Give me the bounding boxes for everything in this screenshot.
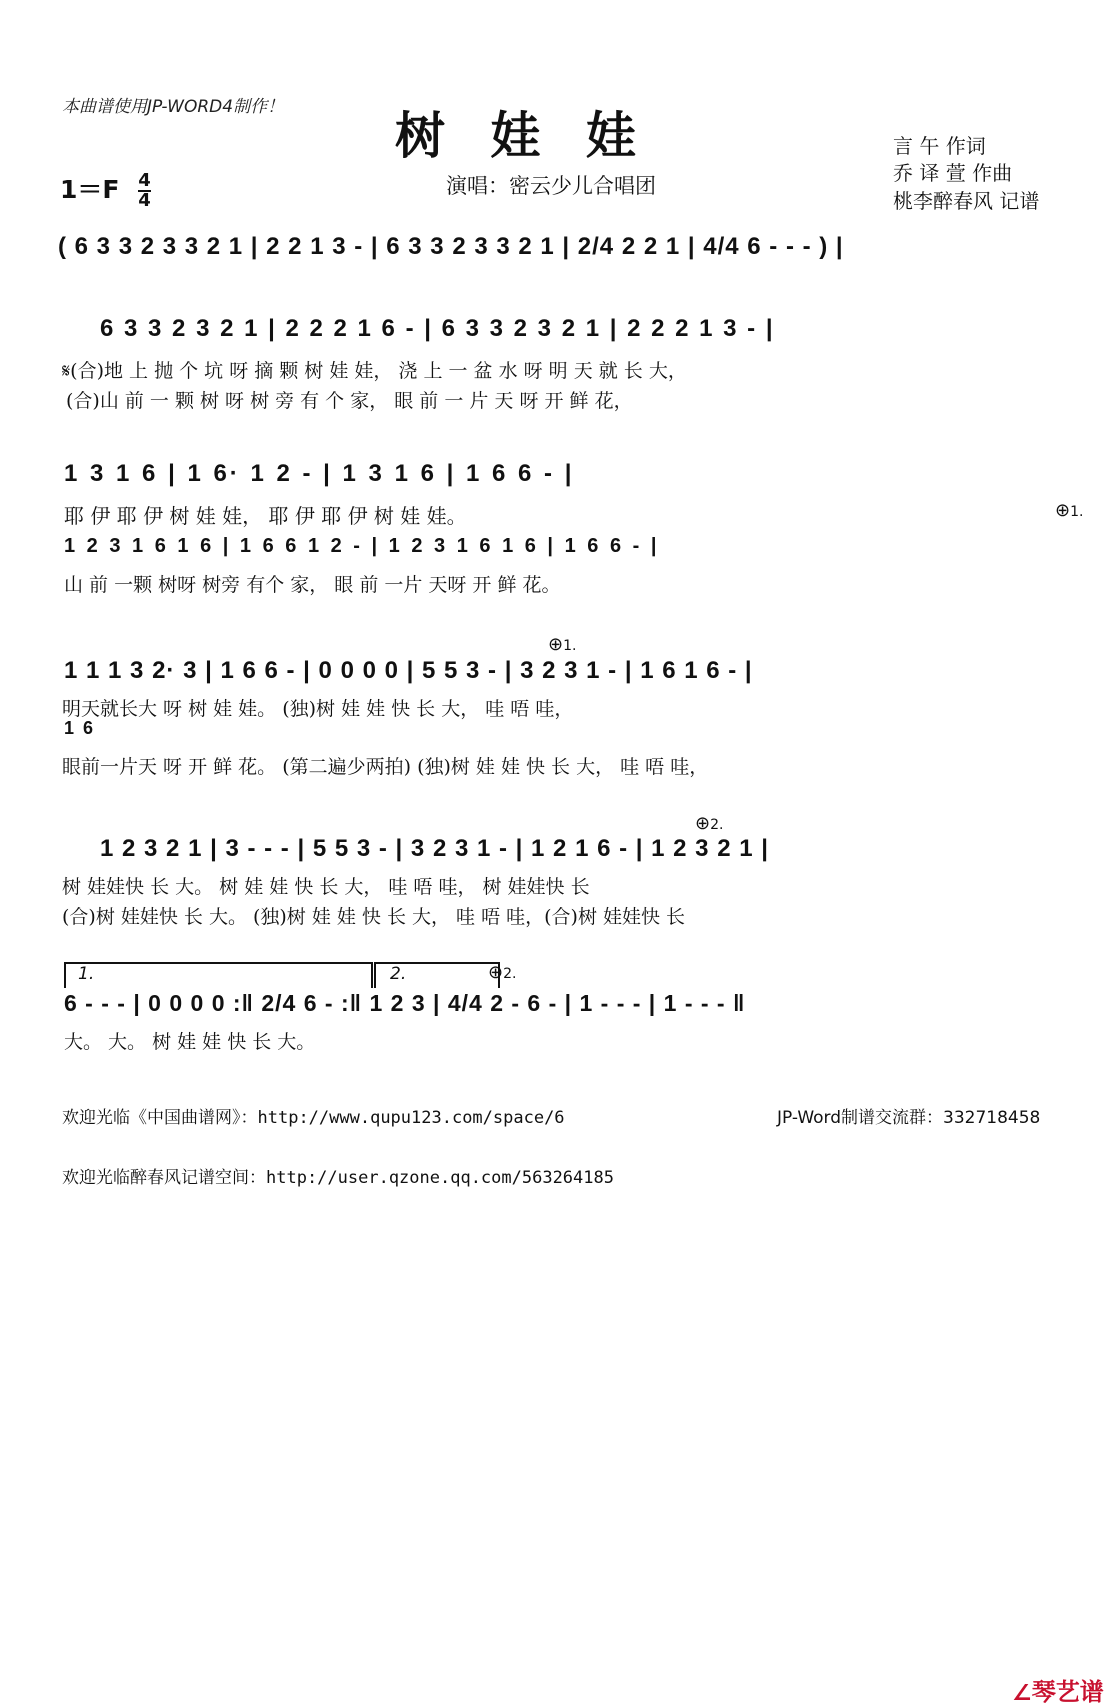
- watermark-icon: ∠: [1012, 1681, 1032, 1706]
- key-label: 1＝F: [60, 175, 120, 204]
- key-signature: [60, 170, 151, 210]
- credit-transcriber: 桃李醉春风 记谱: [893, 189, 1040, 213]
- credit-composer: 乔 译 萱 作曲: [893, 161, 1013, 185]
- lyrics-row-2: 耶 伊 耶 伊 树 娃 娃， 耶 伊 耶 伊 树 娃 娃。: [64, 504, 467, 528]
- lyrics-row-4-verse-2: (合)树 娃娃快 长 大。 (独)树 娃 娃 快 长 大， 哇 唔 哇，(合)树 娃娃快 长: [62, 906, 686, 928]
- notes-row-5: 6 - - - | 0 0 0 0 :‖ 2/4 6 - :‖ 1 2 3 | 4/4 2 - 6 - | 1 - - - | 1 - - - ‖: [64, 990, 746, 1016]
- time-signature: $\frac{4}{4}$: [138, 170, 151, 211]
- volta-2-label: 2.: [390, 964, 407, 984]
- watermark-logo: ∠琴艺谱: [1012, 1678, 1104, 1706]
- coda-mark-2-final: ⊕2.: [488, 962, 517, 983]
- notes-row-2-verse-2: 1 2 3 1 6 1 6 | 1 6 6 1 2 - | 1 2 3 1 6 1 6 | 1 6 6 - |: [64, 535, 660, 557]
- software-note: 本曲谱使用JP-WORD4制作！: [62, 97, 285, 117]
- lyrics-row-3-verse-2: 眼前一片天 呀 开 鲜 花。 (第二遍少两拍) (独)树 娃 娃 快 长 大， 哇 唔 哇，: [62, 756, 709, 778]
- footer-link-qupu[interactable]: 欢迎光临《中国曲谱网》：http://www.qupu123.com/space/6: [62, 1108, 565, 1128]
- credit-lyricist: 言 午 作词: [893, 134, 986, 158]
- footer-qq-group: JP-Word制谱交流群：332718458: [777, 1108, 1041, 1128]
- lyrics-row-4-verse-1: 树 娃娃快 长 大。 树 娃 娃 快 长 大， 哇 唔 哇， 树 娃娃快 长: [62, 876, 590, 898]
- song-title: 树 娃 娃: [395, 106, 650, 165]
- performer: 演唱：密云少儿合唱团: [446, 174, 656, 198]
- coda-mark-1-right: ⊕1.: [1055, 500, 1084, 521]
- notes-row-2: 1 3 1 6 | 1 6· 1 2 - | 1 3 1 6 | 1 6 6 - |: [64, 460, 575, 487]
- lyrics-row-1-verse-1: 𝄋(合)地 上 抛 个 坑 呀 摘 颗 树 娃 娃， 浇 上 一 盆 水 呀 明 天 就 长 大，: [62, 360, 687, 382]
- coda-mark-1: ⊕1.: [548, 634, 577, 655]
- notes-row-4: 1 2 3 2 1 | 3 - - - | 5 5 3 - | 3 2 3 1 - | 1 2 1 6 - | 1 2 3 2 1 |: [100, 835, 769, 862]
- notes-row-3: 1 1 1 3 2· 3 | 1 6 6 - | 0 0 0 0 | 5 5 3 - | 3 2 3 1 - | 1 6 1 6 - |: [64, 657, 753, 684]
- footer-link-qzone[interactable]: 欢迎光临醉春风记谱空间：http://user.qzone.qq.com/563264185: [62, 1168, 614, 1188]
- lyrics-row-2-verse-2: 山 前 一颗 树呀 树旁 有个 家， 眼 前 一片 天呀 开 鲜 花。: [64, 574, 561, 596]
- notes-intro: ( 6 3 3 2 3 3 2 1 | 2 2 1 3 - | 6 3 3 2 3 3 2 1 | 2/4 2 2 1 | 4/4 6 - - - ) |: [58, 233, 844, 260]
- lyrics-row-3-verse-1: 明天就长大 呀 树 娃 娃。 (独)树 娃 娃 快 长 大， 哇 唔 哇，: [62, 698, 574, 720]
- volta-1-bracket: [64, 962, 373, 988]
- alt-notes-row-3: 1 6: [64, 718, 96, 738]
- lyrics-row-5: 大。 大。 树 娃 娃 快 长 大。: [64, 1031, 316, 1053]
- volta-1-label: 1.: [78, 964, 95, 984]
- notes-row-1: 6 3 3 2 3 2 1 | 2 2 2 1 6 - | 6 3 3 2 3 2 1 | 2 2 2 1 3 - |: [100, 315, 775, 342]
- coda-mark-2: ⊕2.: [695, 813, 724, 834]
- lyrics-row-1-verse-2: (合)山 前 一 颗 树 呀 树 旁 有 个 家， 眼 前 一 片 天 呀 开 鲜 花，: [66, 390, 633, 412]
- volta-2-bracket: [374, 962, 500, 988]
